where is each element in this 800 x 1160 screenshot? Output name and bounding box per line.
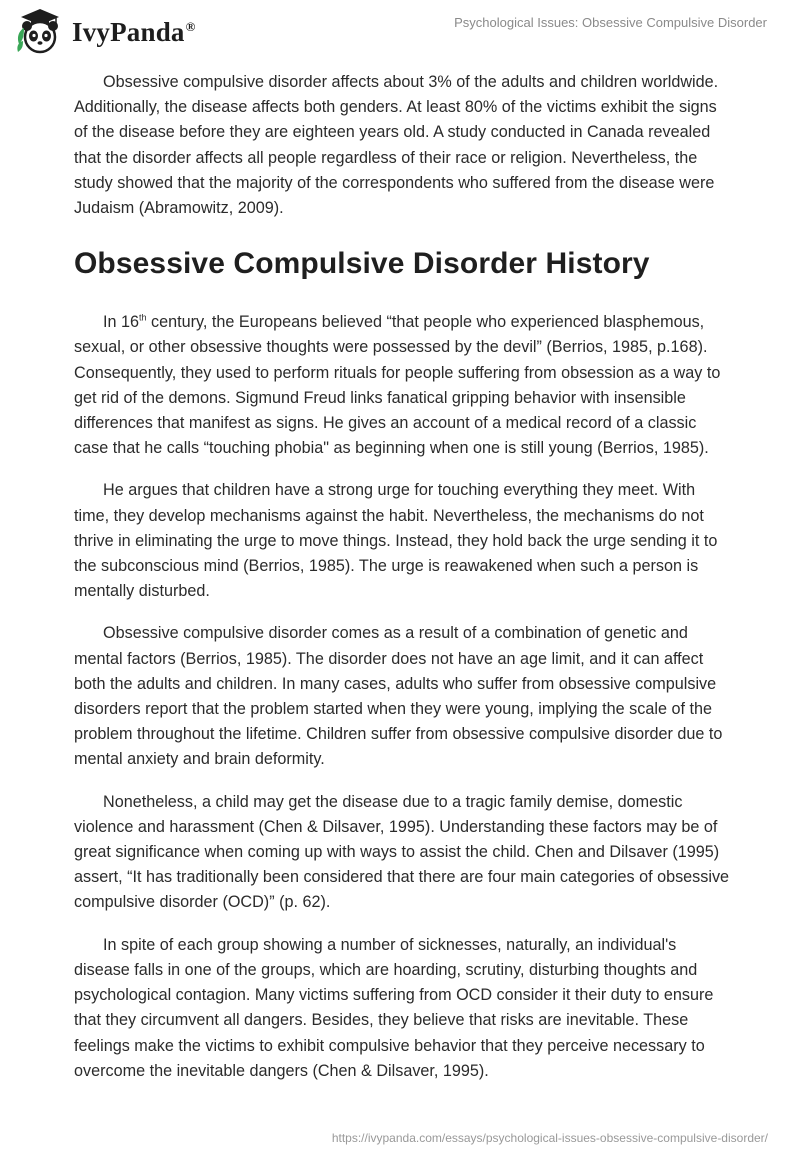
section-heading: Obsessive Compulsive Disorder History [74, 247, 650, 281]
paragraph-3: He argues that children have a strong urge for touching everything they meet. With time, they develop mechanisms against the habit. Nevertheless, the mechanisms do not thrive in eliminating the urge to move things. Instead, they hold back the urge sending it to the subconscious mind (Berrios, 1985). The urge is reawakened when such a person is mentally disturbed. [74, 481, 718, 601]
registered-mark: ® [185, 18, 196, 34]
page-header [0, 0, 800, 64]
logo-text: IvyPanda® [72, 16, 196, 47]
paragraph-2-start: In 16 [103, 313, 140, 332]
paragraph-2 [74, 310, 734, 461]
paragraph-5: Nonetheless, a child may get the disease due to a tragic family demise, domestic violence and harassment (Chen & Dilsaver, 1995). Understanding these factors may be of great significance when coming up with ways to assist the child. Chen and Dilsaver (1995) assert, “It has traditionally been considered that there are four main categories of obsessive compulsive disorder (OCD)” (p. 62). [74, 792, 730, 912]
paragraph-1: Obsessive compulsive disorder affects about 3% of the adults and children worldwide. Additionally, the disease affects both genders. At least 80% of the victims exhibit the signs of the disease before they are eighteen years old. A study conducted in Canada revealed that the disorder affects all people regardless of their race or religion. Nevertheless, the study showed that the majority of the correspondents who suffered from the disease were Judaism (Abramowitz, 2009). [74, 73, 719, 218]
source-url[interactable]: https://ivypanda.com/essays/psychological-issues-obsessive-compulsive-disorder/ [331, 1131, 768, 1145]
paragraph-2-rest: century, the Europeans believed “that people who experienced blasphemous, sexual, or other obsessive thoughts were possessed by the devil” (Berrios, 1985, p.168). Consequently, they used to perform rituals for people suffering from obsession as a way to get rid of the demons. Sigmund Freud links fanatical gripping behavior with insensible differences that manifest as signs. He gives an account of a medical record of a classic case that he calls “touching phobia" as beginning when one is still young (Berrios, 1985). [74, 313, 721, 458]
document-title: Psychological Issues: Obsessive Compulsive Disorder [454, 15, 767, 30]
essay-content [74, 70, 734, 1101]
paragraph-6: In spite of each group showing a number of sicknesses, naturally, an individual's disease falls in one of the groups, which are hoarding, scrutiny, disturbing thoughts and psychological contagion. Many victims suffering from OCD consider it their duty to ensure that they circumvent all dangers. Besides, they believe that risks are inevitable. These feelings make the victims to exhibit compulsive behavior that they perceive necessary to overcome the inevitable dangers (Chen & Dilsaver, 1995). [74, 935, 714, 1080]
paragraph-4: Obsessive compulsive disorder comes as a result of a combination of genetic and mental factors (Berrios, 1985). The disorder does not have an age limit, and it can affect both the adults and children. In many cases, adults who suffer from obsessive compulsive disorders report that the problem started when they were young, implying the scale of the problem throughout the lifetime. Children suffer from obsessive compulsive disorder due to mental anxiety and brain deformity. [74, 624, 723, 769]
ordinal-superscript: th [139, 312, 147, 323]
panda-logo-icon [14, 6, 66, 58]
logo[interactable] [14, 6, 196, 58]
